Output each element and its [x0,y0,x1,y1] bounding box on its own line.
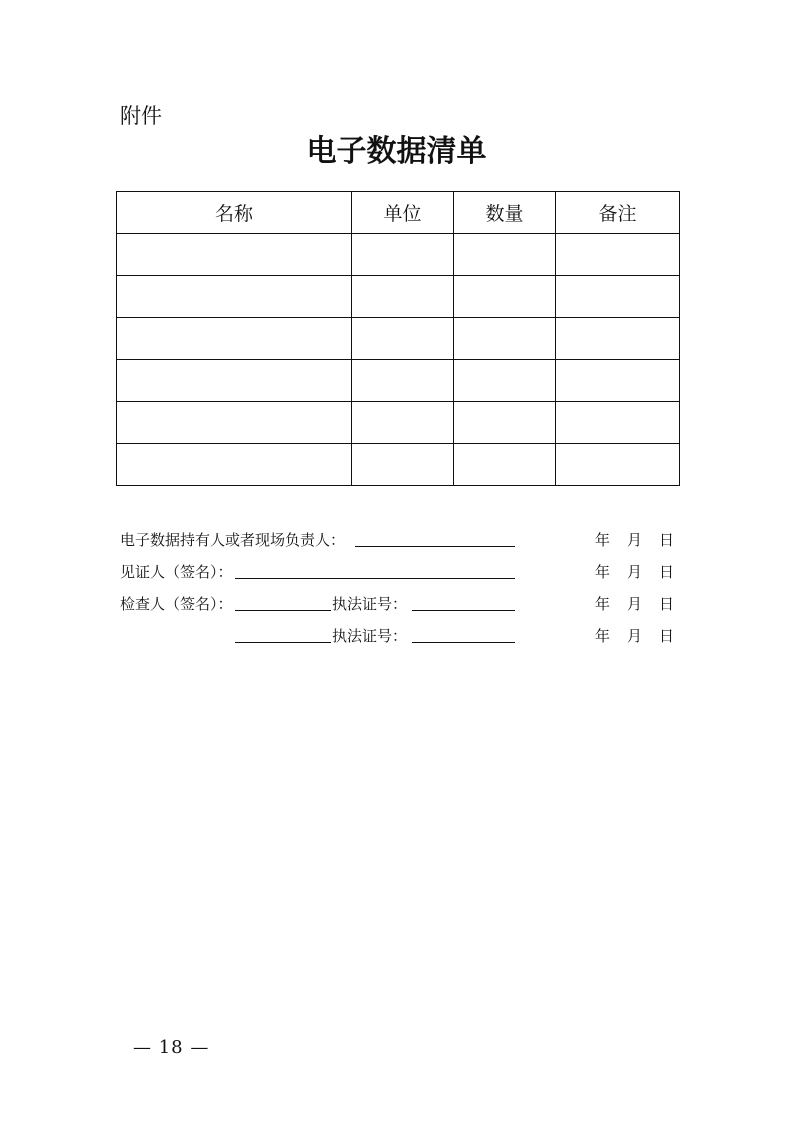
data-table [116,191,680,486]
date-month: 月 [627,531,643,549]
table-cell [352,360,454,402]
table-cell [454,444,556,486]
header-unit: 单位 [352,192,454,234]
inspector-signature-row [120,593,680,615]
table-cell [352,402,454,444]
date-year: 年 [595,531,611,549]
table-cell [454,318,556,360]
table-cell [454,276,556,318]
header-quantity: 数量 [454,192,556,234]
license-label: 执法证号： [332,595,408,613]
witness-signature-row [120,561,680,583]
table-cell [556,318,680,360]
table-row [117,360,680,402]
table-cell [556,360,680,402]
date-month: 月 [627,563,643,581]
second-inspector-signature-line[interactable] [235,642,331,643]
table-cell [352,444,454,486]
witness-signature-line[interactable] [235,578,515,579]
date-month: 月 [627,627,643,645]
table-row [117,276,680,318]
attachment-label: 附件 [120,104,162,128]
table-row [117,318,680,360]
table-cell [556,402,680,444]
table-cell [352,276,454,318]
date-year: 年 [595,595,611,613]
inspector-signature-line[interactable] [235,610,331,611]
table-cell [117,318,352,360]
table-row [117,402,680,444]
holder-signature-row [120,529,680,551]
table-row [117,444,680,486]
table-cell [454,402,556,444]
date-day: 日 [659,627,675,645]
table-header-row [117,192,680,234]
table-cell [117,402,352,444]
date-year: 年 [595,563,611,581]
witness-label: 见证人（签名）： [120,563,233,581]
date-day: 日 [659,595,675,613]
header-name: 名称 [117,192,352,234]
table-cell [117,360,352,402]
date-day: 日 [659,563,675,581]
header-remarks: 备注 [556,192,680,234]
table-cell [556,234,680,276]
inspector-label: 检查人（签名）： [120,595,233,613]
table-cell [117,234,352,276]
page-number: — 18 — [133,1037,210,1058]
table-row [117,234,680,276]
holder-signature-line[interactable] [355,546,515,547]
second-license-number-line[interactable] [412,642,515,643]
license-label: 执法证号： [332,627,408,645]
date-year: 年 [595,627,611,645]
table-cell [352,318,454,360]
license-number-line[interactable] [412,610,515,611]
date-day: 日 [659,531,675,549]
page-title: 电子数据清单 [306,134,487,169]
table-cell [556,444,680,486]
date-month: 月 [627,595,643,613]
second-inspector-signature-row [120,625,680,647]
table-cell [117,276,352,318]
table-cell [454,234,556,276]
table-cell [454,360,556,402]
holder-label: 电子数据持有人或者现场负责人： [120,531,346,549]
table-cell [352,234,454,276]
table-cell [117,444,352,486]
table-cell [556,276,680,318]
